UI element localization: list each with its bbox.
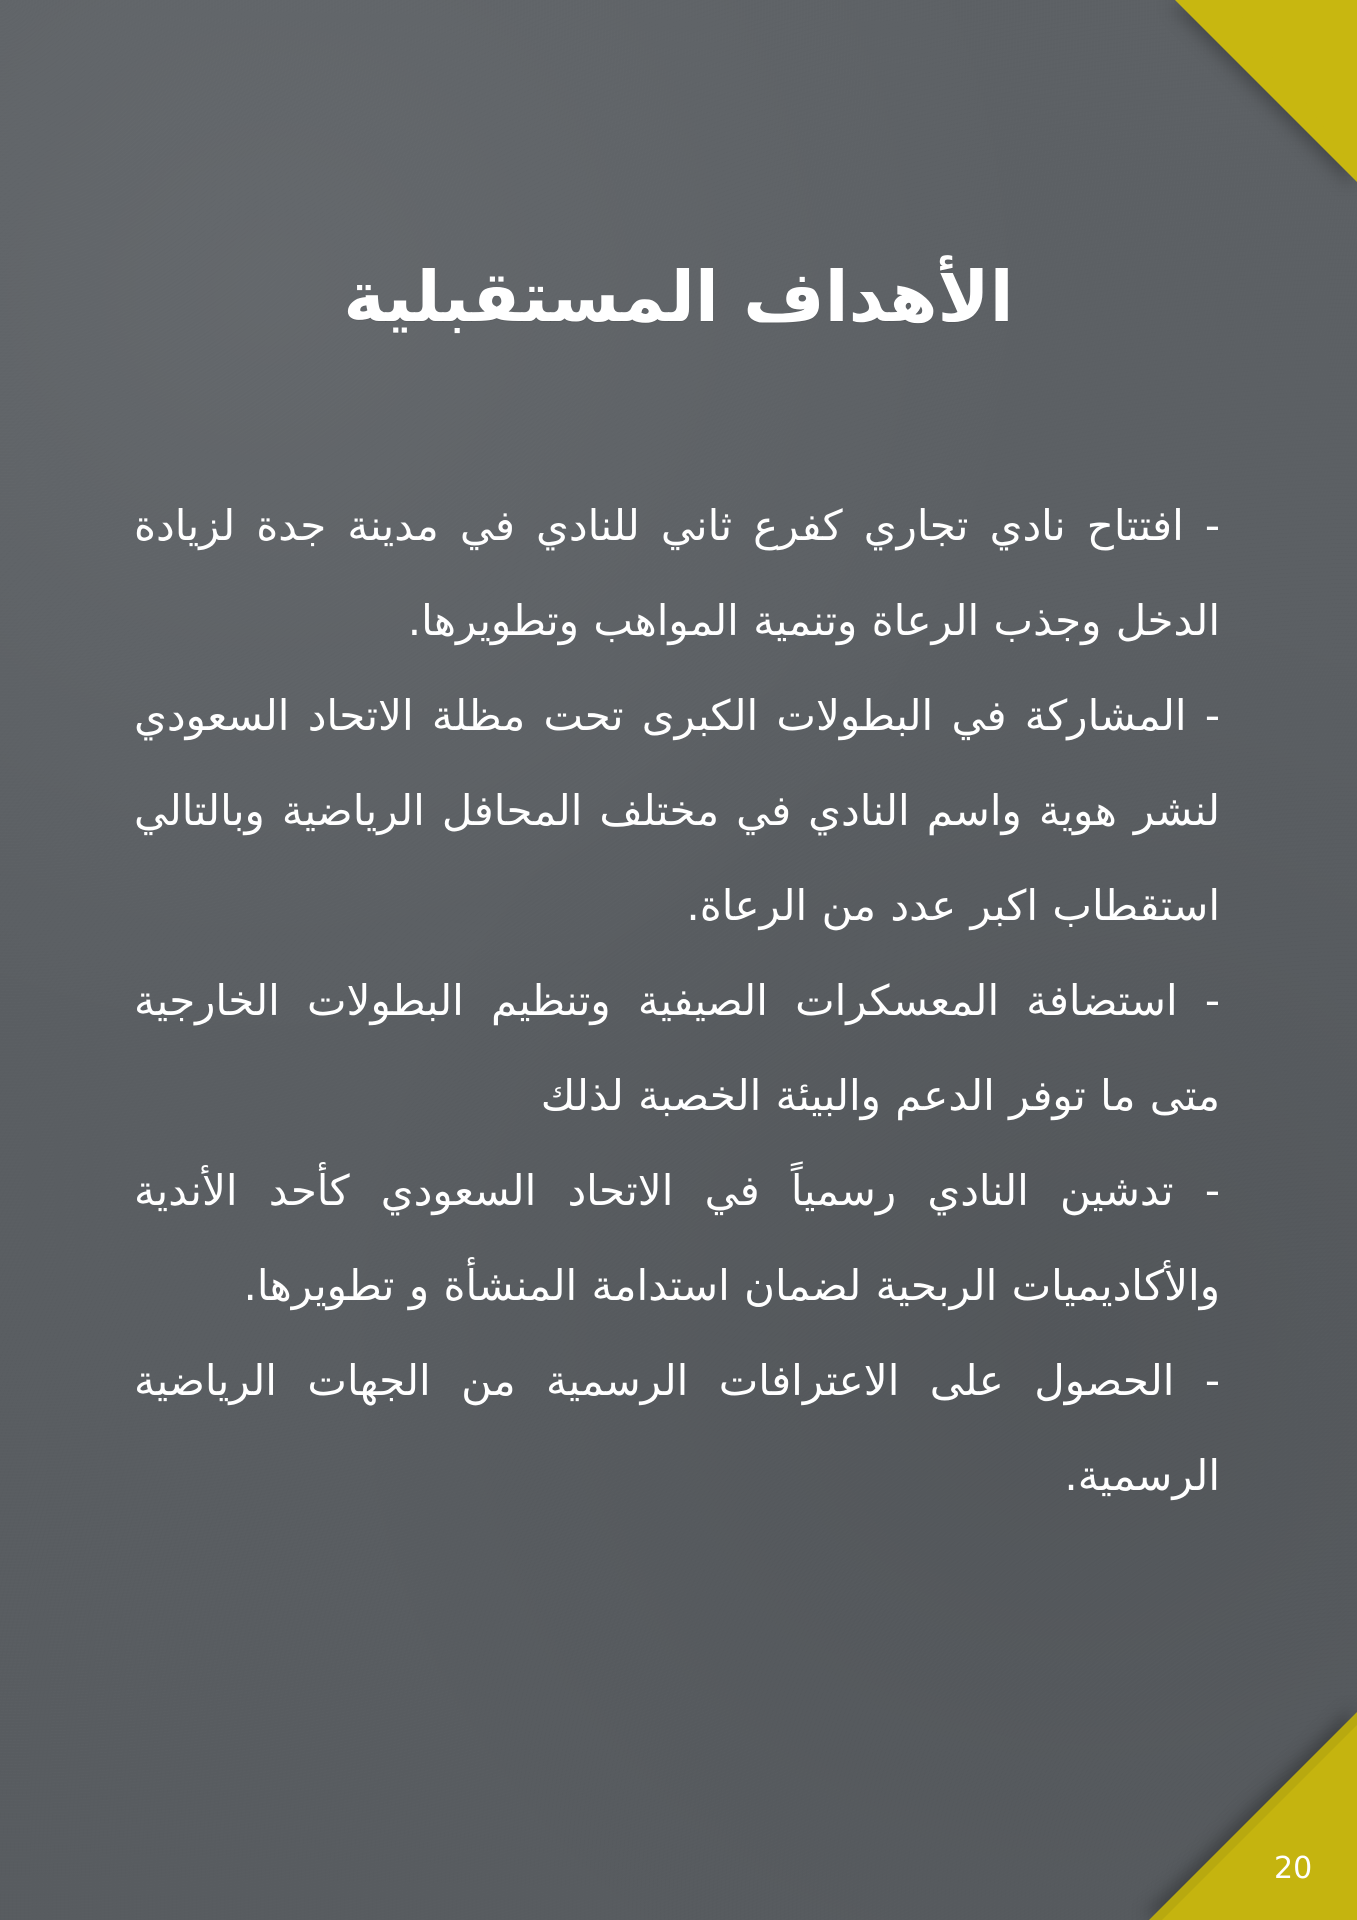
goal-item-5: - الحصول على الاعترافات الرسمية من الجهات الرياضية الرسمية. [134, 1356, 1220, 1500]
page-title: الأهداف المستقبلية [343, 255, 1014, 338]
goal-item-2: - المشاركة في البطولات الكبرى تحت مظلة الاتحاد السعودي لنشر هوية واسم النادي في مختلف المحافل الرياضية وبالتالي استقطاب اكبر عدد من الرعاة. [134, 691, 1220, 930]
goals-list [134, 478, 1220, 1523]
page-number: 20 [1274, 1851, 1313, 1886]
goal-item-1: - افتتاح نادي تجاري كفرع ثاني للنادي في مدينة جدة لزيادة الدخل وجذب الرعاة وتنمية المواهب وتطويرها. [134, 501, 1220, 645]
goal-item-3: - استضافة المعسكرات الصيفية وتنظيم البطولات الخارجية متى ما توفر الدعم والبيئة الخصبة لذلك [134, 976, 1220, 1120]
goal-item-4: - تدشين النادي رسمياً في الاتحاد السعودي كأحد الأندية والأكاديميات الربحية لضمان استدامة المنشأة و تطويرها. [134, 1166, 1220, 1310]
